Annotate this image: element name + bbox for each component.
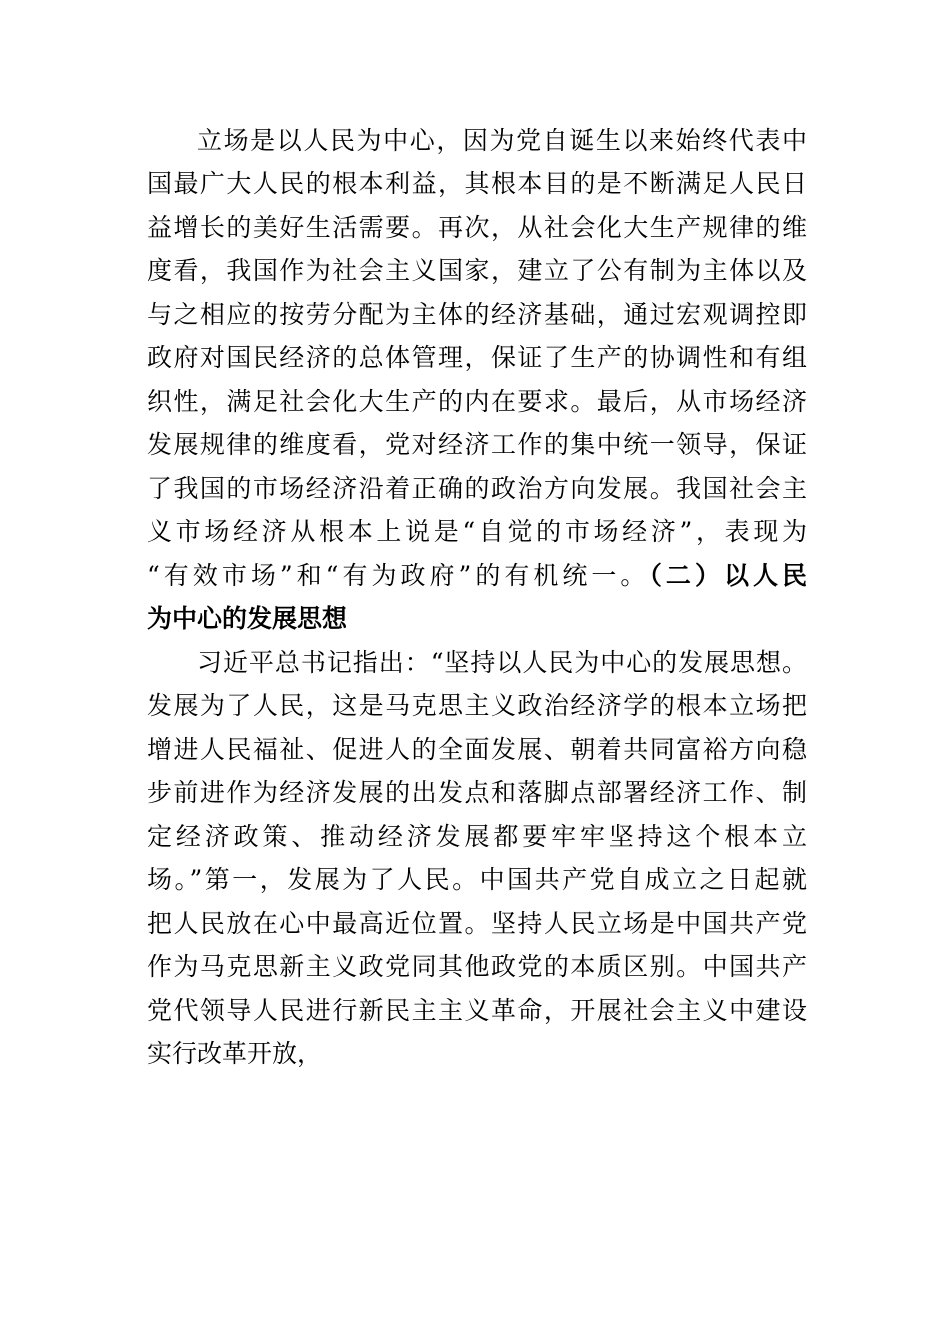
paragraph-2-line-1: 习近平总书记指出：“坚持以人民为中心的发展思想。: [197, 648, 807, 677]
paragraph-1-closing-text: “有效市场”和“有为政府”的有机统一。: [147, 561, 650, 590]
paragraph-1-line-1: 立场是以人民为中心，因为党自诞生以来始终代表中: [197, 126, 807, 155]
paragraph-1-line-3: 益增长的美好生活需要。再次，从社会化大生产规律的维: [147, 213, 807, 242]
paragraph-1-line-5: 与之相应的按劳分配为主体的经济基础，通过宏观调控即: [147, 300, 807, 329]
paragraph-2-line-4: 步前进作为经济发展的出发点和落脚点部署经济工作、制: [147, 778, 807, 807]
paragraph-2-line-8: 作为马克思新主义政党同其他政党的本质区别。中国共产: [147, 952, 807, 981]
paragraph-1-line-7: 织性，满足社会化大生产的内在要求。最后，从市场经济: [147, 387, 807, 416]
paragraph-2-line-5: 定经济政策、推动经济发展都要牢牢坚持这个根本立: [147, 822, 807, 851]
paragraph-1-line-8: 发展规律的维度看，党对经济工作的集中统一领导，保证: [147, 430, 807, 459]
paragraph-1-line-2: 国最广大人民的根本利益，其根本目的是不断满足人民日: [147, 169, 807, 198]
paragraph-2-line-3: 增进人民福祉、促进人的全面发展、朝着共同富裕方向稳: [147, 735, 807, 764]
section-heading-part-2: 为中心的发展思想: [147, 604, 348, 633]
paragraph-2-line-7: 把人民放在心中最高近位置。坚持人民立场是中国共产党: [147, 909, 807, 938]
section-heading-part-1: （二）以人民: [649, 561, 807, 590]
paragraph-2-line-2: 发展为了人民，这是马克思主义政治经济学的根本立场把: [147, 691, 807, 720]
paragraph-1-line-11: [147, 556, 807, 596]
paragraph-1-line-10: 义市场经济从根本上说是“自觉的市场经济”，表现为: [147, 517, 807, 546]
paragraph-2-line-6: 场。”第一，发展为了人民。中国共产党自成立之日起就: [147, 865, 807, 894]
paragraph-2-line-9: 党代领导人民进行新民主主义革命，开展社会主义中建设: [147, 996, 807, 1025]
paragraph-1-line-4: 度看，我国作为社会主义国家，建立了公有制为主体以及: [147, 256, 807, 285]
paragraph-1-line-6: 政府对国民经济的总体管理，保证了生产的协调性和有组: [147, 343, 807, 372]
paragraph-2-line-10: 实行改革开放，: [147, 1039, 323, 1068]
paragraph-1-line-9: 了我国的市场经济沿着正确的政治方向发展。我国社会主: [147, 474, 807, 503]
